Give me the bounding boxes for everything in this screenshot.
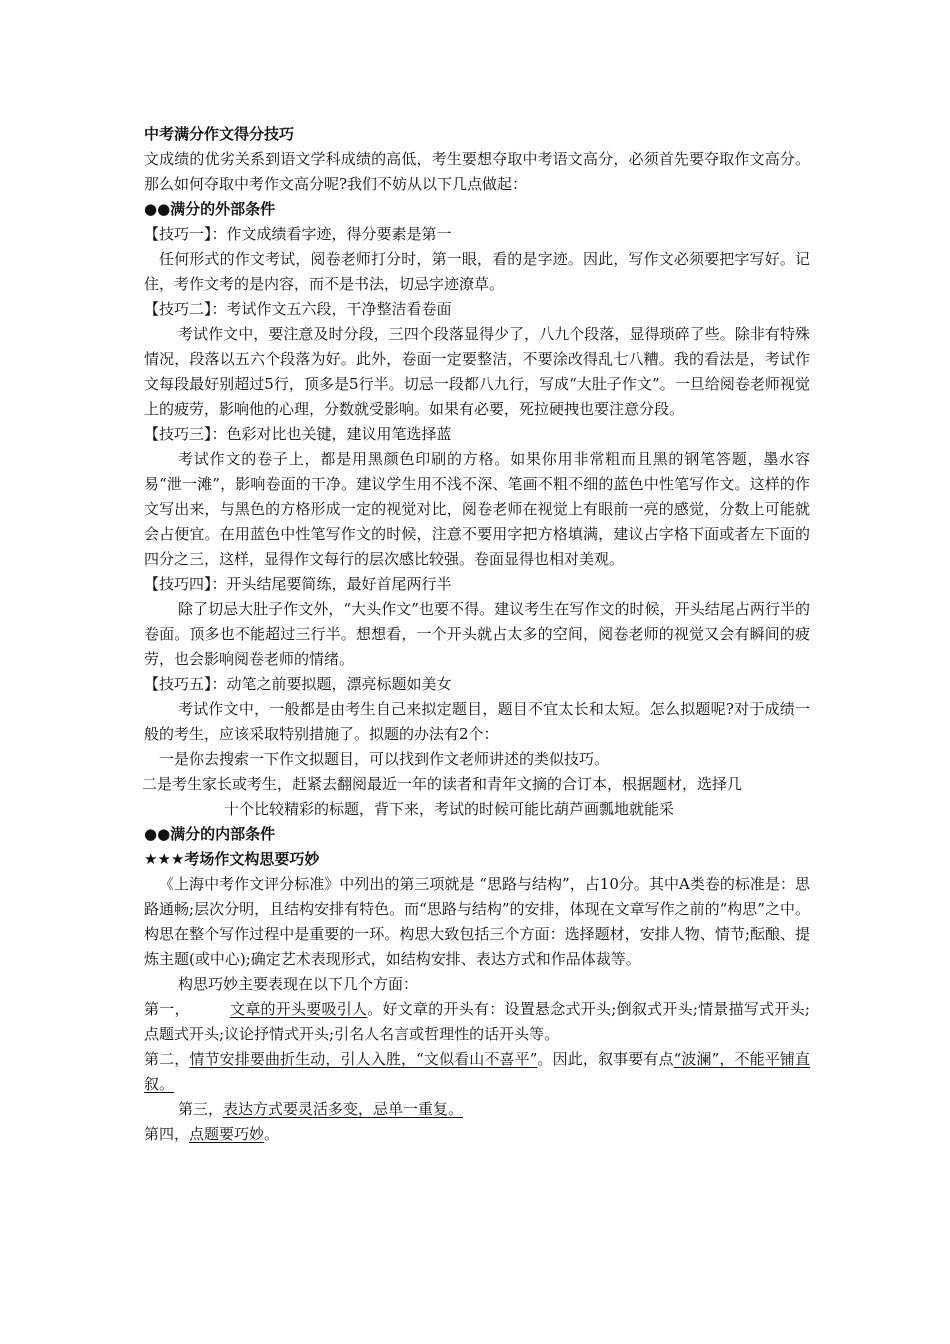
doc-title: 中考满分作文得分技巧 bbox=[144, 125, 295, 143]
point-one-label: 第一， bbox=[144, 1000, 190, 1018]
point-two-label: 第二， bbox=[144, 1050, 190, 1068]
point-four-label: 第四， bbox=[144, 1125, 190, 1143]
tip5-method-one: 一是你去搜索一下作文拟题目，可以找到作文老师讲述的类似技巧。 bbox=[159, 750, 610, 768]
point-one-text: 。好文章的开头有：设置悬念式开头;倒叙式开头;情景描写式开头;点题式开头;议论抒情式开头;引名人名言或哲理性的话开头等。 bbox=[144, 1000, 810, 1043]
point-two-text: 。因此，叙事要有点 bbox=[537, 1050, 674, 1068]
tip1-heading: 【技巧一】：作文成绩看字迹，得分要素是第一 bbox=[144, 225, 452, 243]
point-three-underlined: 表达方式要灵活多变，忌单一重复。 bbox=[223, 1100, 464, 1118]
section-heading-external: ●●满分的外部条件 bbox=[144, 200, 276, 218]
tip4-body: 除了切忌大肚子作文外，“大头作文”也要不得。建议考生在写作文的时候，开头结尾占两行半的卷面。顶多也不能超过三行半。想想看，一个开头就占太多的空间，阅卷老师的视觉又会有瞬间的疲劳，也会影响阅卷老师的情绪。 bbox=[144, 600, 810, 668]
tip5-body: 考试作文中，一般都是由考生自己来拟定题目，题目不宜太长和太短。怎么拟题呢?对于成绩一般的考生，应该采取特别措施了。拟题的办法有2个： bbox=[144, 700, 810, 743]
point-two bbox=[144, 1047, 810, 1097]
standard-paragraph: 《上海中考作文评分标准》中列出的第三项就是 “思路与结构”，占10分。其中A类卷的标准是：思路通畅;层次分明，且结构安排有特色。而“思路与结构”的安排，体现在文章写作之前的“构思”之中。构思在整个写作过程中是重要的一环。构思大致包括三个方面：选择题材，安排人物、情节;酝酿、提炼主题(或中心);确定艺术表现形式，如结构安排、表达方式和作品体裁等。 bbox=[144, 875, 810, 968]
point-one bbox=[144, 997, 810, 1047]
tip3-heading: 【技巧三】：色彩对比也关键，建议用笔选择蓝 bbox=[144, 425, 452, 443]
point-one-underlined: 文章的开头要吸引人 bbox=[229, 1000, 368, 1018]
point-four bbox=[144, 1122, 810, 1147]
tip5-method-two-line1: 二是考生家长或考生，赶紧去翻阅最近一年的读者和青年文摘的合订本，根据题材，选择几 bbox=[142, 775, 743, 793]
tip2-heading: 【技巧二】：考试作文五六段，干净整洁看卷面 bbox=[144, 300, 452, 318]
point-three bbox=[144, 1097, 810, 1122]
tip5-method-two-line2: 十个比较精彩的标题，背下来，考试的时候可能比葫芦画瓢地就能采 bbox=[224, 800, 675, 818]
point-four-end: 。 bbox=[264, 1125, 280, 1143]
tip4-heading: 【技巧四】：开头结尾要简练，最好首尾两行半 bbox=[144, 575, 452, 593]
section-heading-internal: ●●满分的内部条件 bbox=[144, 825, 276, 843]
point-three-label: 第三， bbox=[178, 1100, 224, 1118]
intro-paragraph: 文成绩的优劣关系到语文学科成绩的高低，考生要想夺取中考语文高分，必须首先要夺取作文高分。那么如何夺取中考作文高分呢?我们不妨从以下几点做起： bbox=[144, 150, 810, 193]
point-two-underlined-1: 情节安排要曲折生动，引人入胜，“文似看山不喜平” bbox=[189, 1050, 538, 1068]
main-points-intro: 构思巧妙主要表现在以下几个方面： bbox=[178, 975, 419, 993]
tip5-heading: 【技巧五】：动笔之前要拟题，漂亮标题如美女 bbox=[144, 675, 452, 693]
document-body bbox=[144, 122, 810, 1147]
subsection-heading-structure: ★★★考场作文构思要巧妙 bbox=[144, 850, 320, 868]
tip2-body: 考试作文中，要注意及时分段，三四个段落显得少了，八九个段落，显得琐碎了些。除非有特殊情况，段落以五六个段落为好。此外，卷面一定要整洁，不要涂改得乱七八糟。我的看法是，考试作文每段最好别超过5行，顶多是5行半。切忌一段都八九行，写成“大肚子作文”。一旦给阅卷老师视觉上的疲劳，影响他的心理，分数就受影响。如果有必要，死拉硬拽也要注意分段。 bbox=[144, 325, 810, 418]
point-two-underlined-2: “波澜”，不能平铺直叙。 bbox=[144, 1050, 810, 1093]
tip1-body: 任何形式的作文考试，阅卷老师打分时，第一眼，看的是字迹。因此，写作文必须要把字写好。记住，考作文考的是内容，而不是书法，切忌字迹潦草。 bbox=[144, 250, 810, 293]
point-four-underlined: 点题要巧妙 bbox=[189, 1125, 265, 1143]
tip3-body: 考试作文的卷子上，都是用黑颜色印刷的方格。如果你用非常粗而且黑的钢笔答题，墨水容易“泄一滩”，影响卷面的干净。建议学生用不浅不深、笔画不粗不细的蓝色中性笔写作文。这样的作文写出来，与黑色的方格形成一定的视觉对比，阅卷老师在视觉上有眼前一亮的感觉，分数上可能就会占便宜。在用蓝色中性笔写作文的时候，注意不要用字把方格填满，建议占字格下面或者左下面的四分之三，这样，显得作文每行的层次感比较强。卷面显得也相对美观。 bbox=[144, 450, 810, 568]
